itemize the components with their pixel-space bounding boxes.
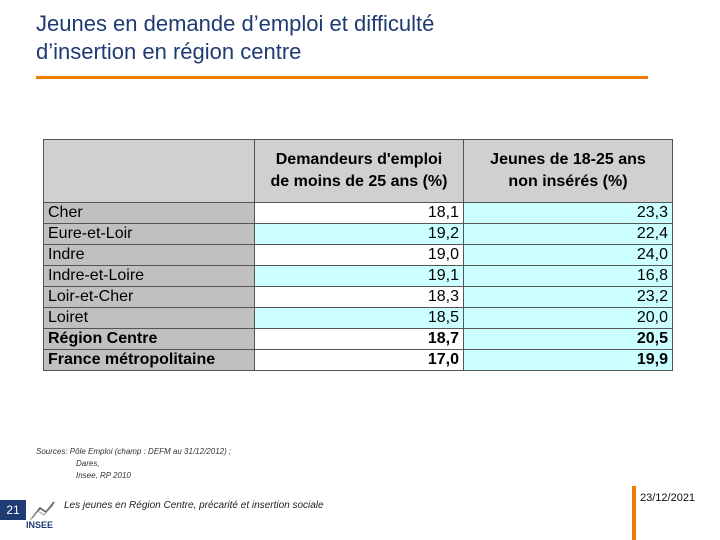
table-row — [44, 308, 673, 329]
column-header-demandeurs-line1: Demandeurs d'emploi — [275, 151, 443, 168]
cell-jeunes: 19,9 — [464, 350, 673, 371]
cell-jeunes: 23,2 — [464, 287, 673, 308]
row-label: Eure-et-Loir — [44, 224, 255, 245]
cell-demandeurs: 18,1 — [255, 203, 464, 224]
cell-demandeurs: 19,2 — [255, 224, 464, 245]
table-row — [44, 224, 673, 245]
cell-demandeurs: 19,0 — [255, 245, 464, 266]
cell-jeunes: 23,3 — [464, 203, 673, 224]
sources-line2: Dares, — [76, 459, 100, 468]
table-row-france-total — [44, 350, 673, 371]
table-corner-cell — [44, 140, 255, 203]
table-row — [44, 245, 673, 266]
row-label: France métropolitaine — [44, 350, 255, 371]
insee-logo-icon — [26, 496, 60, 536]
row-label: Loir-et-Cher — [44, 287, 255, 308]
column-header-demandeurs — [255, 140, 464, 203]
cell-demandeurs: 18,7 — [255, 329, 464, 350]
slide-date: 23/12/2021 — [640, 492, 696, 504]
cell-jeunes: 20,5 — [464, 329, 673, 350]
row-label: Région Centre — [44, 329, 255, 350]
cell-demandeurs: 18,3 — [255, 287, 464, 308]
row-label: Indre-et-Loire — [44, 266, 255, 287]
sources-line1: Sources: Pôle Emploi (champ : DEFM au 31/12/2012) ; — [36, 447, 232, 456]
cell-demandeurs: 17,0 — [255, 350, 464, 371]
column-header-jeunes-line1: Jeunes de 18-25 ans — [490, 151, 646, 168]
page-number: 21 — [0, 500, 26, 520]
slide-title-line2: d’insertion en région centre — [36, 39, 302, 64]
table-row — [44, 203, 673, 224]
logo-text: INSEE — [26, 520, 54, 530]
cell-jeunes: 16,8 — [464, 266, 673, 287]
table-row — [44, 287, 673, 308]
sources-note — [36, 446, 231, 482]
cell-jeunes: 22,4 — [464, 224, 673, 245]
title-underline — [36, 76, 648, 79]
data-table — [43, 139, 673, 371]
footer-accent-bar — [632, 486, 636, 540]
column-header-jeunes-line2: non insérés (%) — [508, 173, 628, 190]
slide-title-line1: Jeunes en demande d’emploi et difficulté — [36, 11, 435, 36]
row-label: Indre — [44, 245, 255, 266]
table-header-row — [44, 140, 673, 203]
column-header-jeunes — [464, 140, 673, 203]
sources-line3: Insee, RP 2010 — [76, 471, 131, 480]
slide-title — [36, 10, 676, 66]
cell-demandeurs: 18,5 — [255, 308, 464, 329]
table-row — [44, 266, 673, 287]
column-header-demandeurs-line2: de moins de 25 ans (%) — [270, 173, 448, 190]
footer-text: Les jeunes en Région Centre, précarité et insertion sociale — [64, 500, 324, 511]
cell-jeunes: 24,0 — [464, 245, 673, 266]
row-label: Loiret — [44, 308, 255, 329]
table-row-region-total — [44, 329, 673, 350]
cell-demandeurs: 19,1 — [255, 266, 464, 287]
cell-jeunes: 20,0 — [464, 308, 673, 329]
row-label: Cher — [44, 203, 255, 224]
